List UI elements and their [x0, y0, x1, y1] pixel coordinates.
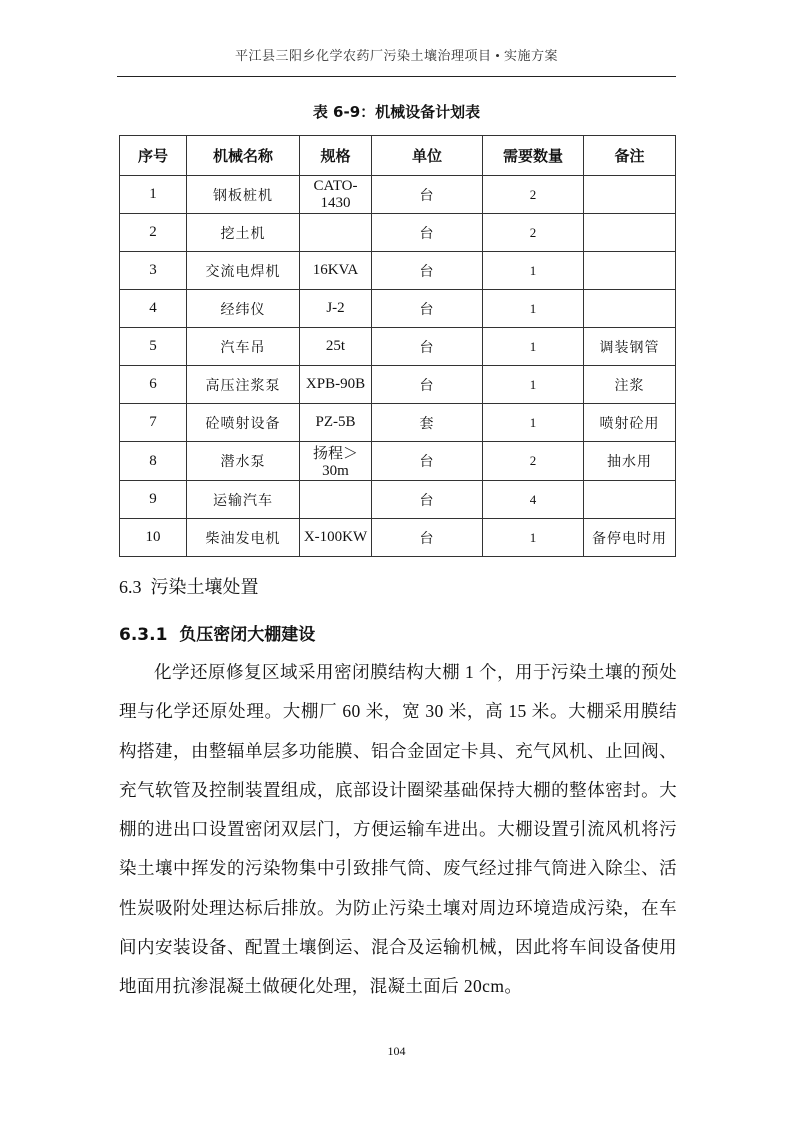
table-row [120, 214, 676, 252]
cell-unit: 台 [372, 481, 483, 519]
table-row [120, 290, 676, 328]
cell-name: 运输汽车 [187, 481, 300, 519]
cell-note: 注浆 [584, 366, 676, 404]
cell-note [584, 481, 676, 519]
cell-name: 柴油发电机 [187, 519, 300, 557]
cell-no: 6 [120, 366, 187, 404]
cell-unit: 台 [372, 290, 483, 328]
cell-name: 经纬仪 [187, 290, 300, 328]
header-cell-unit: 单位 [372, 136, 483, 176]
section-heading-6-3 [119, 573, 259, 599]
cell-no: 3 [120, 252, 187, 290]
table-row [120, 519, 676, 557]
cell-unit: 台 [372, 214, 483, 252]
header-cell-name: 机械名称 [187, 136, 300, 176]
equipment-table [119, 135, 676, 557]
header-cell-spec: 规格 [300, 136, 372, 176]
cell-note: 喷射砼用 [584, 404, 676, 442]
cell-unit: 台 [372, 442, 483, 481]
cell-spec: XPB-90B [300, 366, 372, 404]
table-row [120, 366, 676, 404]
cell-no: 1 [120, 176, 187, 214]
table-row [120, 252, 676, 290]
cell-unit: 台 [372, 519, 483, 557]
cell-no: 2 [120, 214, 187, 252]
cell-note: 调装钢管 [584, 328, 676, 366]
cell-spec [300, 481, 372, 519]
cell-no: 4 [120, 290, 187, 328]
cell-spec: 扬程＞30m [300, 442, 372, 481]
cell-unit: 台 [372, 252, 483, 290]
cell-note [584, 252, 676, 290]
cell-no: 7 [120, 404, 187, 442]
cell-qty: 2 [483, 214, 584, 252]
table-row [120, 404, 676, 442]
cell-unit: 台 [372, 328, 483, 366]
cell-name: 砼喷射设备 [187, 404, 300, 442]
cell-unit: 套 [372, 404, 483, 442]
table-row [120, 442, 676, 481]
cell-spec [300, 214, 372, 252]
cell-spec: PZ-5B [300, 404, 372, 442]
body-paragraph: 化学还原修复区域采用密闭膜结构大棚 1 个，用于污染土壤的预处理与化学还原处理。大棚厂 60 米，宽 30 米，高 15 米。大棚采用膜结构搭建，由整辐单层多功能膜、铝合金固定卡具、充气风机、止回阀、充气软管及控制装置组成，底部设计圈梁基础保持大棚的整体密封。大棚的进出口设置密闭双层门，方便运输车进出。大棚设置引流风机将污染土壤中挥发的污染物集中引致排气筒、废气经过排气筒进入除尘、活性炭吸附处理达标后排放。为防止污染土壤对周边环境造成污染，在车间内安装设备、配置土壤倒运、混合及运输机械，因此将车间设备使用地面用抗渗混凝土做硬化处理，混凝土面后 20cm。 [119, 662, 677, 997]
subsection-title: 负压密闭大棚建设 [179, 625, 316, 645]
cell-name: 高压注浆泵 [187, 366, 300, 404]
cell-spec: 25t [300, 328, 372, 366]
cell-no: 5 [120, 328, 187, 366]
cell-note [584, 290, 676, 328]
cell-qty: 4 [483, 481, 584, 519]
cell-name: 挖土机 [187, 214, 300, 252]
section-title: 污染土壤处置 [150, 577, 259, 598]
cell-qty: 1 [483, 404, 584, 442]
table-header-row [120, 136, 676, 176]
cell-note: 抽水用 [584, 442, 676, 481]
cell-qty: 2 [483, 176, 584, 214]
cell-no: 8 [120, 442, 187, 481]
cell-name: 交流电焊机 [187, 252, 300, 290]
table-caption: 表 6-9：机械设备计划表 [312, 103, 481, 121]
cell-note [584, 176, 676, 214]
table-row [120, 481, 676, 519]
cell-spec: X-100KW [300, 519, 372, 557]
table-row [120, 328, 676, 366]
header-cell-no: 序号 [120, 136, 187, 176]
running-header: 平江县三阳乡化学农药厂污染土壤治理项目 • 实施方案 [234, 48, 559, 63]
cell-qty: 1 [483, 328, 584, 366]
cell-qty: 1 [483, 366, 584, 404]
cell-qty: 1 [483, 519, 584, 557]
page-number: 104 [387, 1044, 406, 1058]
cell-name: 汽车吊 [187, 328, 300, 366]
subsection-number: 6.3.1 [119, 625, 168, 645]
subsection-heading-6-3-1 [119, 620, 315, 645]
cell-spec: CATO-1430 [300, 176, 372, 214]
cell-qty: 1 [483, 252, 584, 290]
section-number: 6.3 [119, 577, 142, 597]
cell-name: 潜水泵 [187, 442, 300, 481]
cell-note [584, 214, 676, 252]
cell-no: 9 [120, 481, 187, 519]
cell-spec: 16KVA [300, 252, 372, 290]
cell-unit: 台 [372, 176, 483, 214]
cell-qty: 2 [483, 442, 584, 481]
table-row [120, 176, 676, 214]
header-rule [117, 76, 676, 77]
cell-name: 钢板桩机 [187, 176, 300, 214]
cell-spec: J-2 [300, 290, 372, 328]
cell-unit: 台 [372, 366, 483, 404]
cell-no: 10 [120, 519, 187, 557]
cell-note: 备停电时用 [584, 519, 676, 557]
cell-qty: 1 [483, 290, 584, 328]
header-cell-note: 备注 [584, 136, 676, 176]
header-cell-qty: 需要数量 [483, 136, 584, 176]
